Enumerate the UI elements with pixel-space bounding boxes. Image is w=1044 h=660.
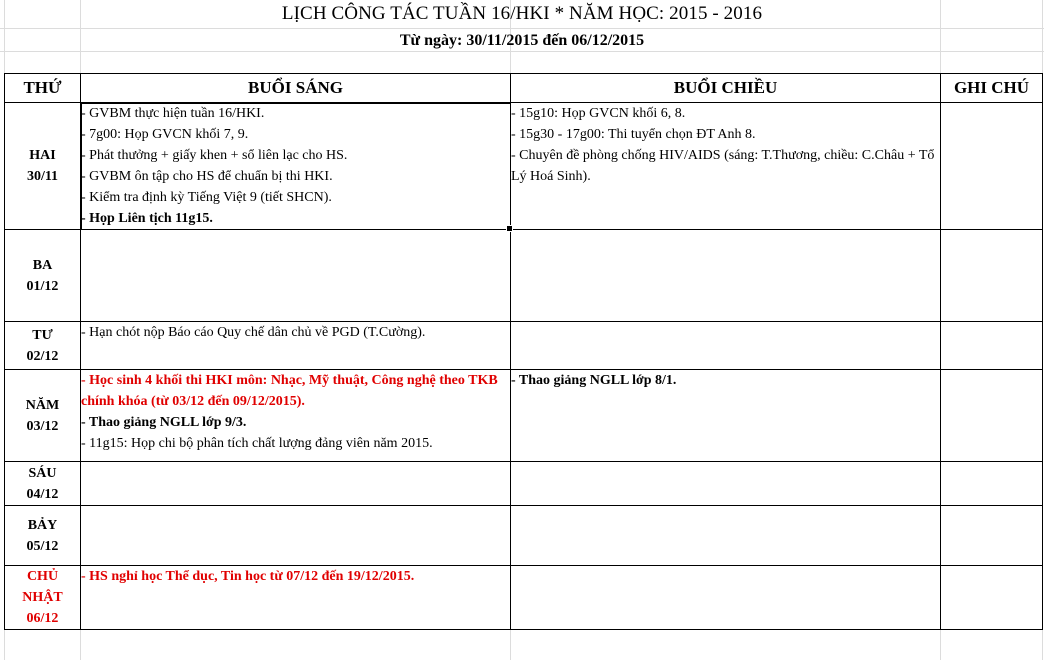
page-subtitle: Từ ngày: 30/11/2015 đến 06/12/2015 [399, 32, 645, 49]
task-line: - Thao giảng NGLL lớp 9/3. [81, 415, 247, 430]
day-date: 01/12 [26, 278, 59, 294]
afternoon-cell[interactable] [511, 462, 941, 506]
morning-cell[interactable] [81, 566, 511, 630]
table-row [5, 506, 1043, 566]
note-cell[interactable] [941, 103, 1043, 230]
note-cell[interactable] [941, 230, 1043, 322]
day-cell[interactable] [5, 230, 81, 322]
day-cell[interactable] [5, 322, 81, 370]
header-row [5, 74, 1043, 103]
task-line: - 15g10: Họp GVCN khối 6, 8. [511, 106, 686, 121]
table-row [5, 462, 1043, 506]
day-cell[interactable] [5, 103, 81, 230]
morning-cell[interactable] [81, 230, 511, 322]
task-line: - Họp Liên tịch 11g15. [81, 211, 213, 226]
note-cell[interactable] [941, 322, 1043, 370]
day-name: NĂM [25, 397, 60, 413]
header-ghi-chu[interactable]: GHI CHÚ [941, 74, 1043, 103]
day-name: BA [32, 257, 53, 273]
task-line: - Phát thưởng + giấy khen + sổ liên lạc cho HS. [81, 148, 348, 163]
afternoon-cell[interactable] [511, 566, 941, 630]
day-name: CHỦ [26, 569, 59, 584]
task-line: - Hạn chót nộp Báo cáo Quy chế dân chủ về PGD (T.Cường). [81, 325, 426, 340]
task-line: - Thao giảng NGLL lớp 8/1. [511, 373, 677, 388]
page-title: LỊCH CÔNG TÁC TUẦN 16/HKI * NĂM HỌC: 2015 - 2016 [281, 3, 763, 24]
day-cell[interactable] [5, 566, 81, 630]
note-cell[interactable] [941, 370, 1043, 462]
morning-cell[interactable] [81, 506, 511, 566]
day-date: 30/11 [26, 169, 59, 184]
task-line: - HS nghỉ học Thể dục, Tin học từ 07/12 đến 19/12/2015. [81, 569, 415, 584]
afternoon-cell[interactable] [511, 370, 941, 462]
task-line: - GVBM ôn tập cho HS để chuẩn bị thi HKI. [81, 169, 333, 184]
day-name: HAI [29, 148, 56, 163]
table-row [5, 566, 1043, 630]
day-date: 02/12 [26, 348, 59, 364]
table-row [5, 370, 1043, 462]
task-line: - GVBM thực hiện tuần 16/HKI. [81, 106, 265, 121]
day-name: SÁU [28, 465, 57, 481]
morning-cell[interactable] [81, 322, 511, 370]
afternoon-cell[interactable] [511, 322, 941, 370]
header-buoi-sang[interactable]: BUỔI SÁNG [81, 74, 511, 103]
note-cell[interactable] [941, 506, 1043, 566]
day-date: 06/12 [26, 611, 59, 626]
day-name: TƯ [32, 327, 53, 343]
task-line: - Kiểm tra định kỳ Tiếng Việt 9 (tiết SHCN). [81, 190, 332, 205]
day-name: BẢY [27, 517, 58, 533]
header-buoi-chieu[interactable]: BUỔI CHIỀU [511, 74, 941, 103]
afternoon-cell[interactable] [511, 230, 941, 322]
day-cell[interactable] [5, 370, 81, 462]
schedule-table [4, 73, 1043, 630]
day-date: 04/12 [26, 486, 59, 502]
note-cell[interactable] [941, 462, 1043, 506]
fill-handle[interactable] [506, 225, 513, 232]
morning-cell[interactable] [81, 462, 511, 506]
day-cell[interactable] [5, 462, 81, 506]
table-row [5, 322, 1043, 370]
task-line: - 11g15: Họp chi bộ phân tích chất lượng đảng viên năm 2015. [81, 436, 433, 451]
note-cell[interactable] [941, 566, 1043, 630]
table-row [5, 230, 1043, 322]
task-line: - 15g30 - 17g00: Thi tuyển chọn ĐT Anh 8. [511, 127, 756, 142]
task-line: - Chuyên đề phòng chống HIV/AIDS (sáng: T.Thương, chiều: C.Châu + Tổ Lý Hoá Sinh). [511, 148, 935, 184]
day-date: 03/12 [26, 418, 59, 434]
afternoon-cell[interactable] [511, 506, 941, 566]
header-thu[interactable]: THỨ [5, 74, 81, 103]
table-row [5, 103, 1043, 230]
morning-cell[interactable] [81, 370, 511, 462]
day-date: 05/12 [26, 538, 59, 554]
day-name: NHẬT [22, 590, 63, 605]
task-line: - 7g00: Họp GVCN khối 7, 9. [81, 127, 249, 142]
day-cell[interactable] [5, 506, 81, 566]
morning-cell[interactable] [81, 103, 511, 230]
task-line: - Học sinh 4 khối thi HKI môn: Nhạc, Mỹ thuật, Công nghệ theo TKB chính khóa (từ 03/12 đến 09/12/2015). [81, 373, 498, 409]
afternoon-cell[interactable] [511, 103, 941, 230]
